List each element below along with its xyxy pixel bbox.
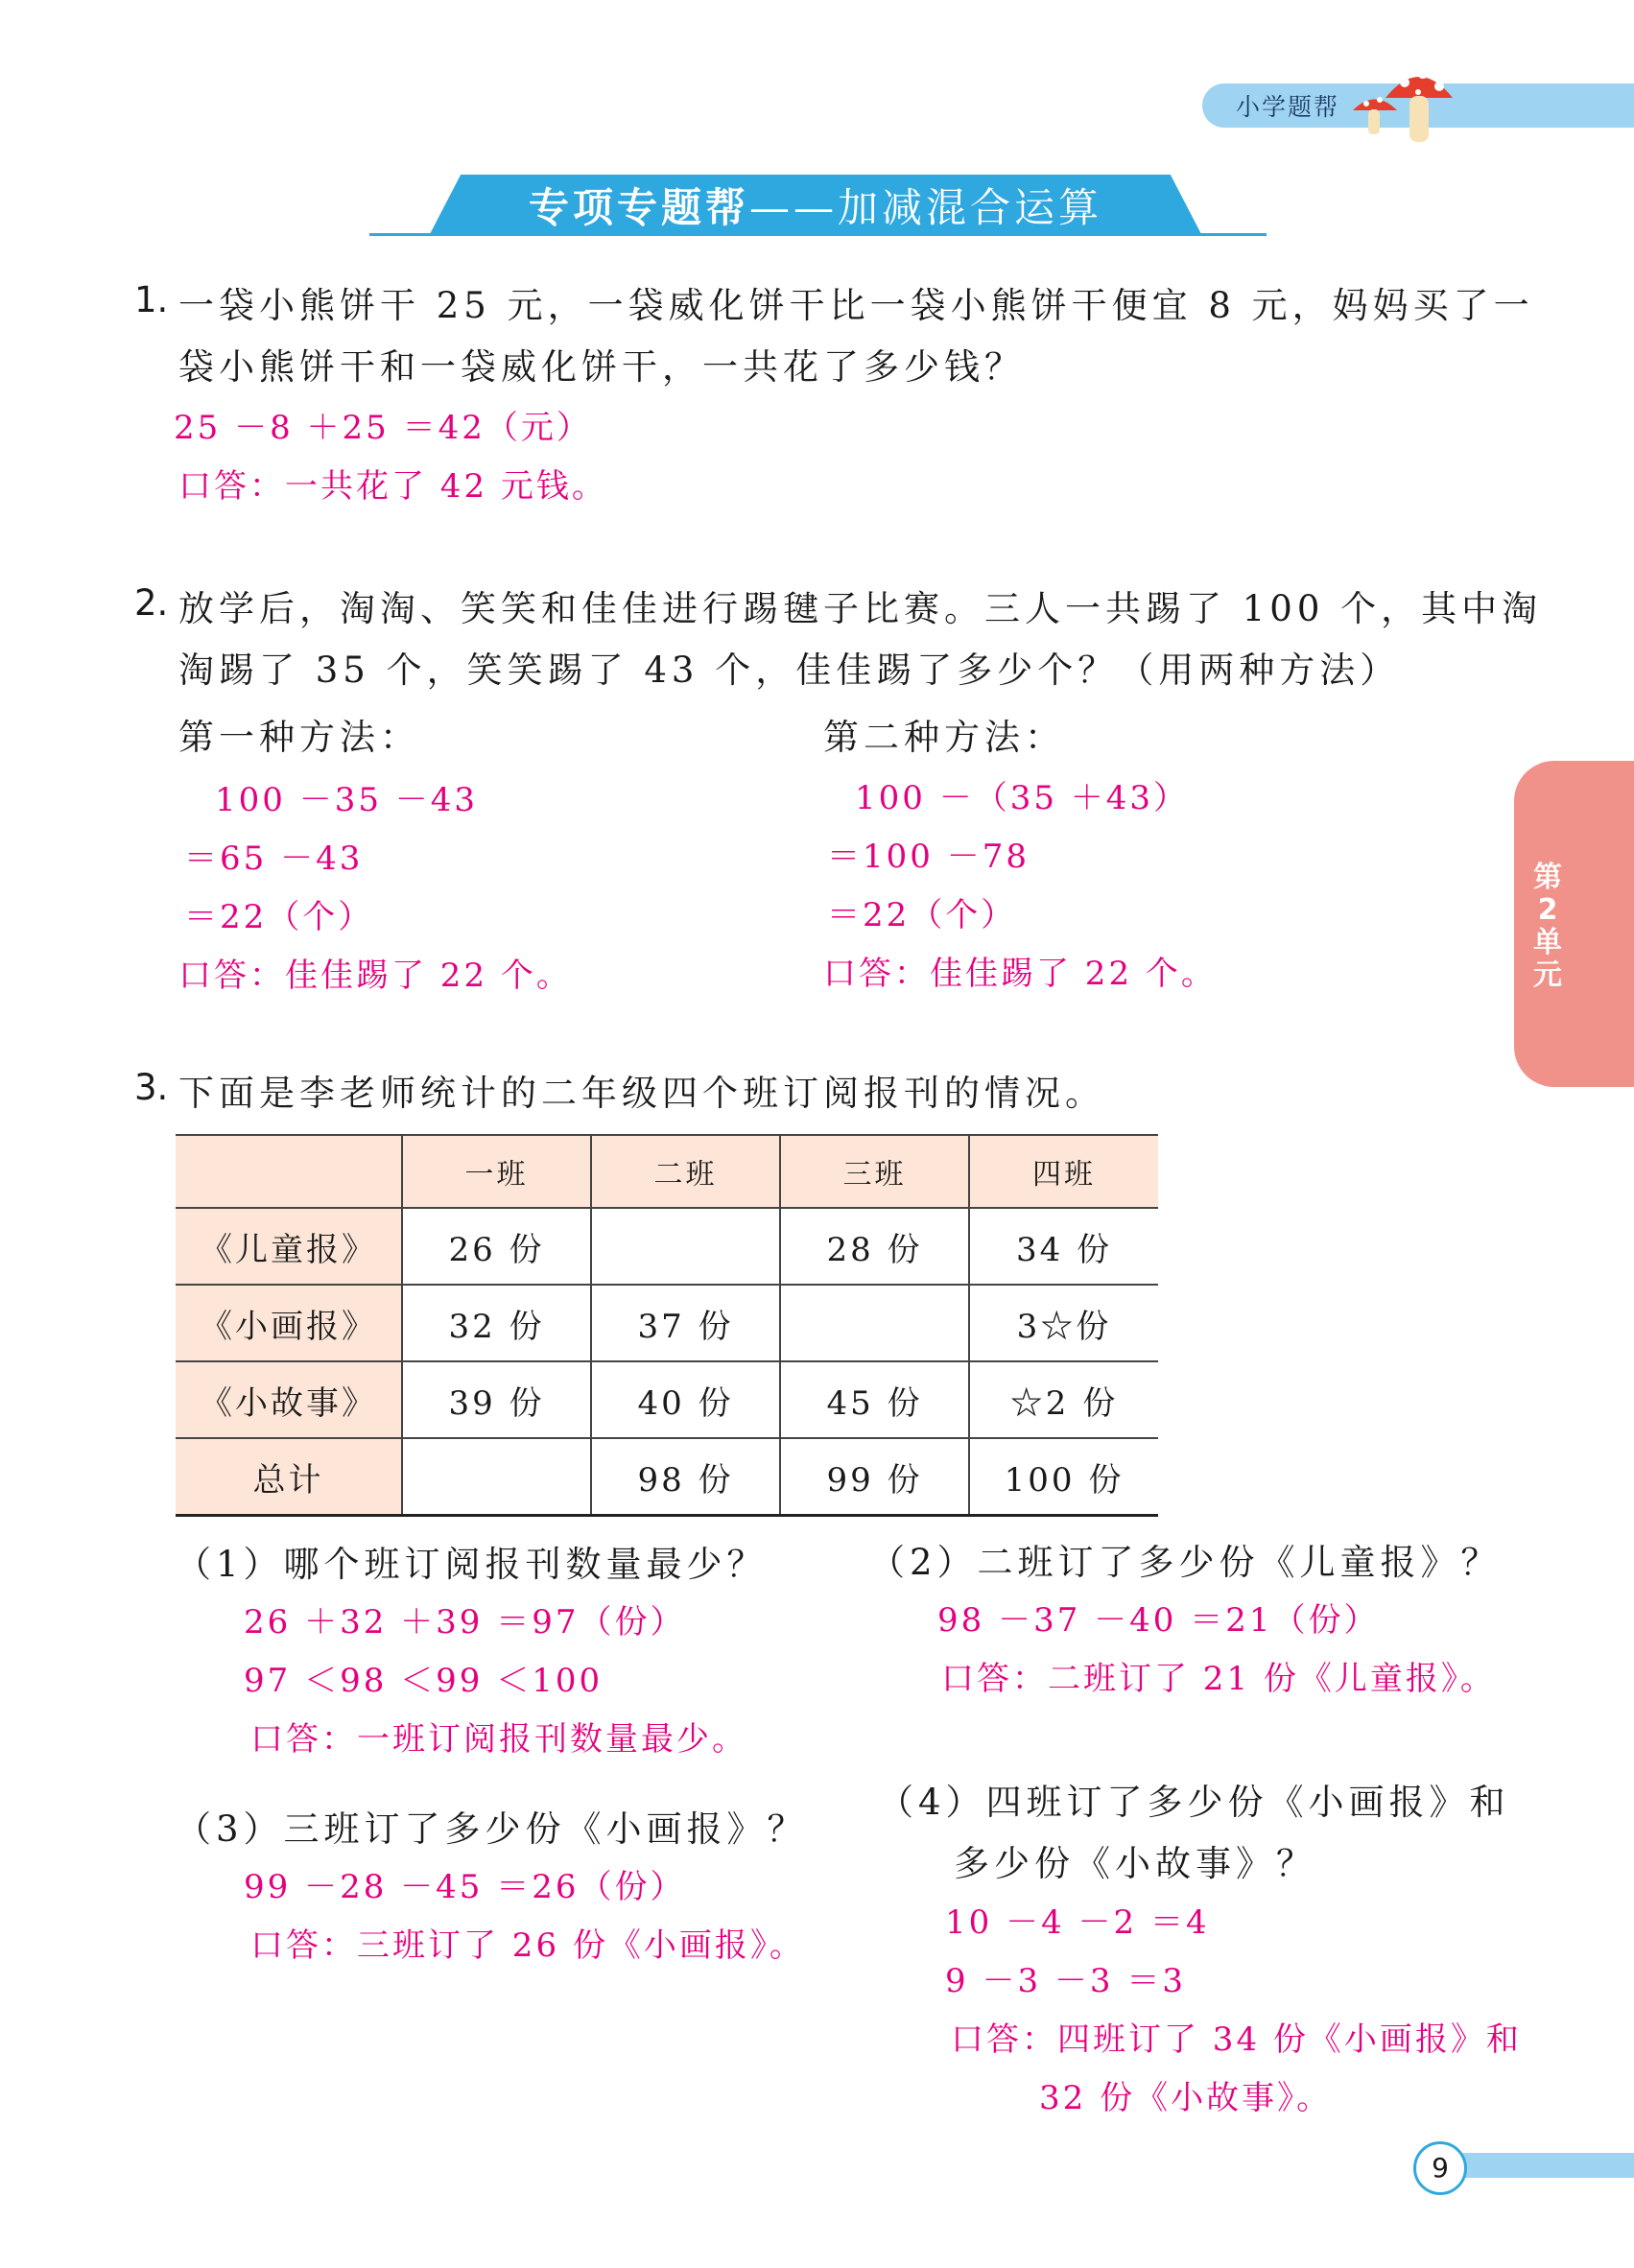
q2-line2: 淘踢了 35 个，笑笑踢了 43 个，佳佳踢了多少个？（用两种方法） [178, 650, 1401, 691]
table-header-row [176, 1135, 1158, 1208]
table-header-cell: 二班 [591, 1135, 780, 1208]
table-header-cell: 四班 [969, 1135, 1158, 1208]
table-cell: 34 份 [969, 1208, 1158, 1285]
title-rest: ——加减混合运算 [749, 184, 1103, 231]
title-bold: 专项专题帮 [528, 184, 749, 231]
table-cell: 40 份 [591, 1361, 780, 1438]
q1-line1: 一袋小熊饼干 25 元，一袋威化饼干比一袋小熊饼干便宜 8 元，妈妈买了一 [178, 285, 1534, 326]
row-header-cell: 总计 [176, 1438, 402, 1516]
sub2-answer-1: 98 －37 －40 ＝21（份） [937, 1601, 1380, 1640]
q1-answer-1: 25 －8 ＋25 ＝42（元） [174, 409, 592, 447]
table-cell [591, 1208, 780, 1285]
q2-line1: 放学后，淘淘、笑笑和佳佳进行踢毽子比赛。三人一共踢了 100 个，其中淘 [178, 588, 1543, 629]
q3-number: 3. [134, 1067, 169, 1108]
method1-step2: ＝65 －43 [184, 839, 364, 878]
method1-step3: ＝22（个） [184, 898, 374, 936]
method2-step3: ＝22（个） [827, 896, 1017, 934]
unit-tab-label: 第2单元 [1533, 861, 1562, 992]
sub2-answer-2: 口答：二班订了 21 份《儿童报》。 [941, 1660, 1496, 1698]
sub4-answer-3: 口答：四班订了 34 份《小画报》和 [951, 2020, 1522, 2059]
q1-number: 1. [134, 279, 169, 320]
table-cell: 32 份 [402, 1285, 591, 1361]
brand-label: 小学题帮 [1236, 93, 1340, 121]
mushroom-icon [1351, 58, 1466, 149]
page-title [430, 177, 1201, 234]
row-header-cell: 《儿童报》 [176, 1208, 402, 1285]
method1-label: 第一种方法： [178, 717, 420, 758]
sub4-question-line1: （4）四班订了多少份《小画报》和 [878, 1782, 1510, 1823]
sub1-question: （1）哪个班订阅报刊数量最少？ [176, 1544, 768, 1585]
sub4-answer-1: 10 －4 －2 ＝4 [945, 1903, 1210, 1942]
q1-answer-2: 口答：一共花了 42 元钱。 [178, 467, 607, 506]
sub1-answer-2: 97 ＜98 ＜99 ＜100 [244, 1662, 604, 1700]
q3-line1: 下面是李老师统计的二年级四个班订阅报刊的情况。 [178, 1073, 1105, 1114]
table-cell: 28 份 [780, 1208, 969, 1285]
table-cell: 98 份 [591, 1438, 780, 1516]
table-cell: 26 份 [402, 1208, 591, 1285]
method2-step1: 100 －（35 ＋43） [855, 779, 1190, 817]
table-cell: 45 份 [780, 1361, 969, 1438]
q2-number: 2. [134, 582, 169, 624]
table-cell: ☆2 份 [969, 1361, 1158, 1438]
method2-label: 第二种方法： [823, 717, 1065, 758]
table-cell: 39 份 [402, 1361, 591, 1438]
sub4-answer-2: 9 －3 －3 ＝3 [945, 1962, 1186, 2000]
table-row [176, 1285, 1158, 1361]
table-row [176, 1361, 1158, 1438]
row-header-cell: 《小画报》 [176, 1285, 402, 1361]
page-number: 9 [1413, 2141, 1467, 2195]
table-header-cell [176, 1135, 402, 1208]
table-header-cell: 一班 [402, 1135, 591, 1208]
table-cell [402, 1438, 591, 1516]
sub4-question-line2: 多少份《小故事》？ [954, 1843, 1316, 1884]
table-cell: 99 份 [780, 1438, 969, 1516]
sub1-answer-1: 26 ＋32 ＋39 ＝97（份） [244, 1603, 686, 1642]
table-cell: 100 份 [969, 1438, 1158, 1516]
sub1-answer-3: 口答：一班订阅报刊数量最少。 [250, 1720, 747, 1759]
sub2-question: （2）二班订了多少份《儿童报》？ [869, 1542, 1502, 1583]
subscription-table [176, 1134, 1158, 1517]
sub3-answer-2: 口答：三班订了 26 份《小画报》。 [250, 1926, 805, 1965]
method1-step1: 100 －35 －43 [215, 781, 479, 819]
sub3-question: （3）三班订了多少份《小画报》？ [176, 1808, 808, 1850]
method1-answer: 口答：佳佳踢了 22 个。 [178, 957, 572, 995]
page-band [1454, 2153, 1634, 2178]
table-row [176, 1208, 1158, 1285]
table-cell [780, 1285, 969, 1361]
table-cell: 37 份 [591, 1285, 780, 1361]
sub4-answer-4: 32 份《小故事》。 [1039, 2079, 1333, 2117]
table-cell: 3☆份 [969, 1285, 1158, 1361]
table-row-total [176, 1438, 1158, 1516]
method2-step2: ＝100 －78 [827, 838, 1030, 876]
row-header-cell: 《小故事》 [176, 1361, 402, 1438]
method2-answer: 口答：佳佳踢了 22 个。 [823, 955, 1217, 993]
sub3-answer-1: 99 －28 －45 ＝26（份） [244, 1868, 686, 1906]
q1-line2: 袋小熊饼干和一袋威化饼干，一共花了多少钱？ [178, 346, 1025, 388]
table-header-cell: 三班 [780, 1135, 969, 1208]
